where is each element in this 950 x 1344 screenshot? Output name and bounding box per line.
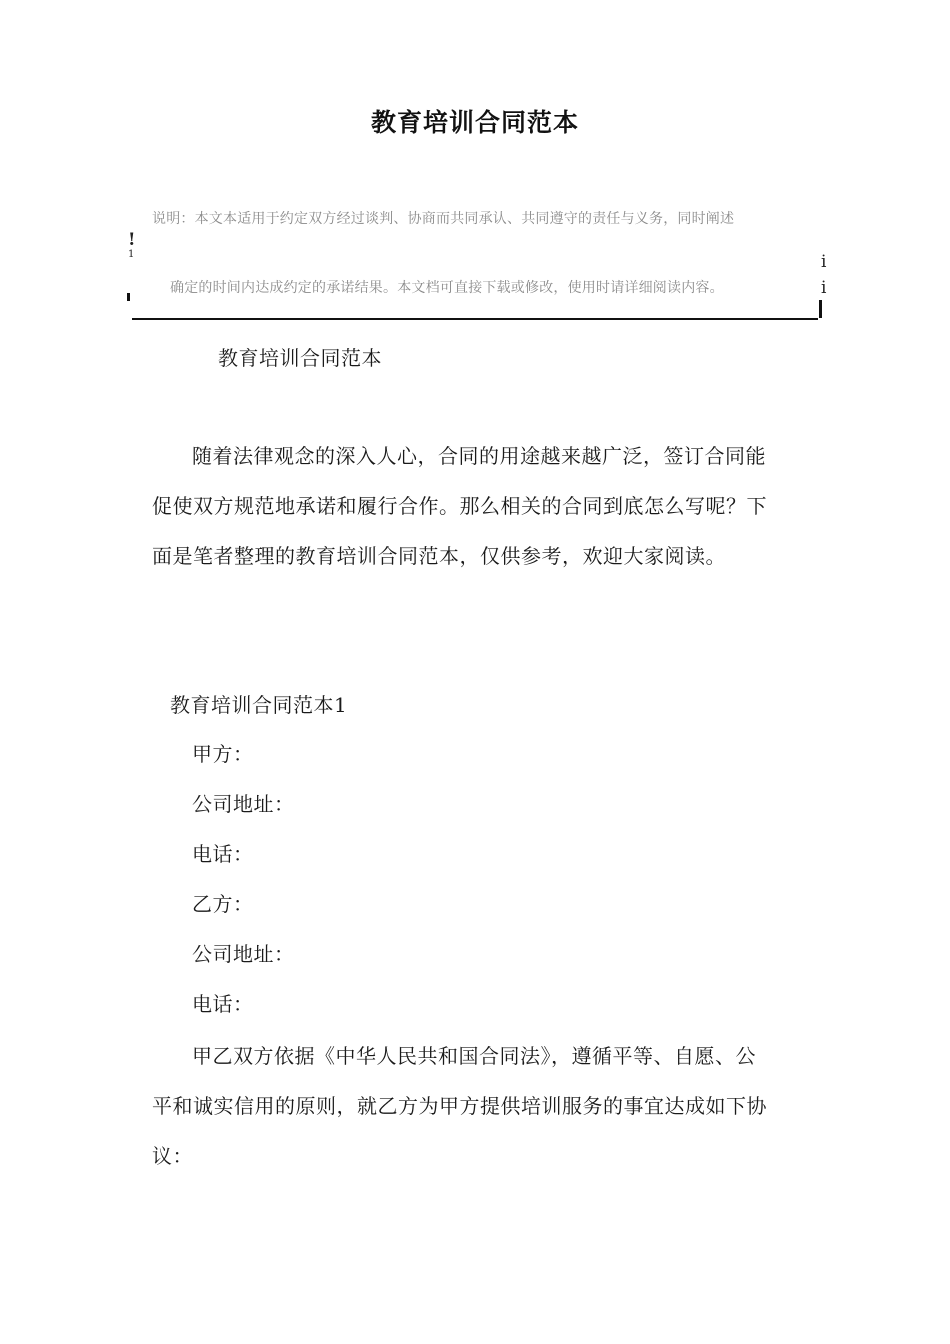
party-a-label: 甲方：: [192, 742, 254, 766]
party-a-phone-label: 电话：: [192, 842, 254, 866]
document-subtitle: 教育培训合同范本: [218, 346, 382, 370]
intro-line-3: 面是笔者整理的教育培训合同范本，仅供参考，欢迎大家阅读。: [152, 544, 726, 568]
intro-line-1: 随着法律观念的深入人心，合同的用途越来越广泛，签订合同能: [192, 444, 766, 468]
margin-mark-exclamation: !: [128, 230, 136, 250]
party-a-address-label: 公司地址：: [192, 792, 295, 816]
margin-mark-i-upper: i: [821, 252, 827, 272]
margin-bar-right: [819, 300, 822, 318]
document-title: 教育培训合同范本: [370, 108, 579, 137]
party-b-phone-label: 电话：: [192, 992, 254, 1016]
margin-tick-left: [127, 293, 130, 301]
margin-mark-one: 1: [128, 249, 135, 260]
description-note-line-1: 说明：本文本适用于约定双方经过谈判、协商而共同承认、共同遵守的责任与义务，同时阐述: [152, 211, 735, 227]
intro-line-2: 促使双方规范地承诺和履行合作。那么相关的合同到底怎么写呢？下: [152, 494, 767, 518]
margin-mark-i-lower: i: [821, 278, 827, 298]
header-rule: [132, 318, 818, 320]
party-b-address-label: 公司地址：: [192, 942, 295, 966]
clause-line-1: 甲乙双方依据《中华人民共和国合同法》，遵循平等、自愿、公: [192, 1044, 756, 1068]
description-note-line-2: 确定的时间内达成约定的承诺结果。本文档可直接下载或修改，使用时请详细阅读内容。: [170, 280, 724, 296]
section-title: 教育培训合同范本1: [170, 693, 348, 717]
clause-line-3: 议：: [152, 1144, 193, 1168]
party-b-label: 乙方：: [192, 892, 254, 916]
clause-line-2: 平和诚实信用的原则，就乙方为甲方提供培训服务的事宜达成如下协: [152, 1094, 767, 1118]
